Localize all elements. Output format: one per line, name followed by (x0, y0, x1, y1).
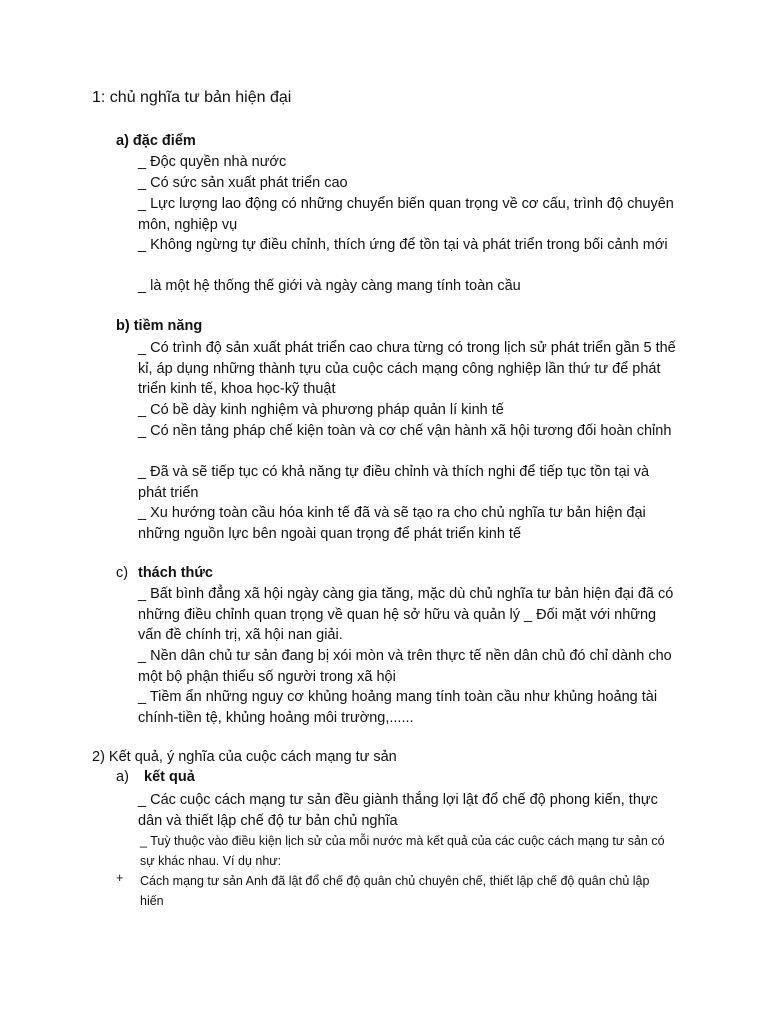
part2-item-3: Cách mạng tư sản Anh đã lật đổ chế độ quân chủ chuyên chế, thiết lập chế độ quân chủ lập hiến (140, 874, 650, 908)
doc-title: 1: chủ nghĩa tư bản hiện đại (92, 89, 292, 106)
part2-plus-bullet: + (116, 871, 124, 885)
section-b-heading (116, 318, 202, 334)
part2-item-2: _ Tuỳ thuộc vào điều kiện lịch sử của mỗi nước mà kết quả của các cuộc cách mạng tư sản có sự khác nhau. Ví dụ như: (140, 834, 665, 868)
section-a-item-4: _ Không ngừng tự điều chỉnh, thích ứng để tồn tại và phát triển trong bối cảnh mới (138, 237, 668, 253)
section-b-item-3: _ Có nền tảng pháp chế kiện toàn và cơ chế vận hành xã hội tương đối hoàn chỉnh (138, 423, 672, 439)
section-c-item-2: _ Nền dân chủ tư sản đang bị xói mòn và trên thực tế nền dân chủ đó chỉ dành cho một bộ phận thiểu số người trong xã hội (138, 648, 672, 685)
section-a-item-2: _ Có sức sản xuất phát triển cao (138, 175, 348, 191)
section-c-item-3: _ Tiềm ẩn những nguy cơ khủng hoảng mang tính toàn cầu như khủng hoảng tài chính-tiền tệ, khủng hoảng môi trường,...... (138, 689, 658, 726)
section-c-heading (138, 565, 213, 581)
section-c-marker: c) (116, 565, 129, 581)
section-b-item-5: _ Xu hướng toàn cầu hóa kinh tế đã và sẽ tạo ra cho chủ nghĩa tư bản hiện đại những nguồn lực bên ngoài quan trọng để phát triển kinh tế (138, 505, 646, 542)
part2-sub-heading-text: kết quả (144, 769, 195, 785)
part2-sub-marker: a) (116, 769, 129, 785)
section-c-item-1: _ Bất bình đẳng xã hội ngày càng gia tăng, mặc dù chủ nghĩa tư bản hiện đại đã có những điều chỉnh quan trọng về quan hệ sở hữu và quản lý _ Đối mặt với những vấn đề chính trị, xã hội nan giải. (138, 586, 674, 643)
section-b-item-1: _ Có trình độ sản xuất phát triển cao chưa từng có trong lịch sử phát triển gần 5 thế kỉ, áp dụng những thành tựu của cuộc cách mạng công nghiệp lần thứ tư để phát triển kinh tế, khoa học-kỹ thuật (138, 340, 676, 397)
section-b-item-4: _ Đã và sẽ tiếp tục có khả năng tự điều chỉnh và thích nghi để tiếp tục tồn tại và phát triển (138, 464, 650, 501)
section-a-item-5: _ là một hệ thống thế giới và ngày càng mang tính toàn cầu (138, 278, 521, 294)
section-a-item-3: _ Lực lượng lao động có những chuyển biến quan trọng về cơ cấu, trình độ chuyên môn, nghiệp vụ (138, 196, 674, 233)
section-a-heading (116, 133, 196, 149)
part2-sub-heading (144, 769, 195, 785)
section-b-heading-text: b) tiềm năng (116, 318, 203, 334)
part2-item-1: _ Các cuộc cách mạng tư sản đều giành thắng lợi lật đổ chế độ phong kiến, thực dân và thiết lập chế độ tư bản chủ nghĩa (138, 792, 658, 829)
section-c-heading-text: thách thức (138, 565, 213, 581)
section-b-item-2: _ Có bề dày kinh nghiệm và phương pháp quản lí kinh tế (138, 402, 504, 418)
section-a-item-1: _ Độc quyền nhà nước (138, 154, 287, 170)
part2-title: 2) Kết quả, ý nghĩa của cuộc cách mạng tư sản (92, 749, 397, 765)
section-a-heading-text: a) đặc điểm (116, 133, 196, 149)
